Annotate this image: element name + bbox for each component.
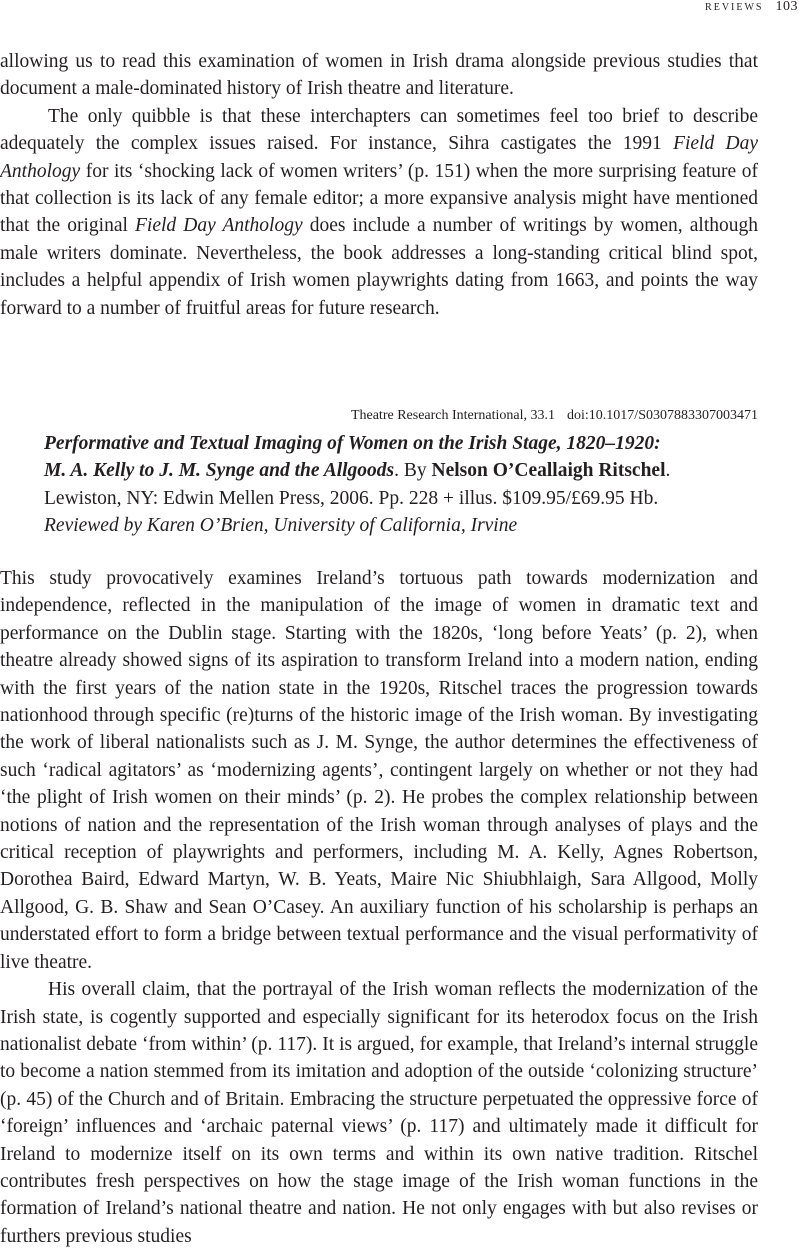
doi: doi:10.1017/S0307883307003471 [567,408,758,423]
text-run: does include a number of writings by women, although male writers dominate. Nevertheless, the book addresses a long-standing critical blind spot, includes a helpful appendix of Irish women playwrights dating from 1663, and points the way forward to a number of fruitful areas for future research. [0,215,758,319]
review-body [0,565,758,1250]
publication-details: Lewiston, NY: Edwin Mellen Press, 2006. Pp. 228 + illus. $109.95/£69.95 Hb. [44,487,659,509]
paragraph [0,103,758,322]
previous-review-continuation [0,48,758,322]
page-number: 103 [775,0,798,14]
book-title-line-2-wrapper: M. A. Kelly to J. M. Synge and the Allgoods. By Nelson O’Ceallaigh Ritschel. [44,460,671,482]
by-label: By [403,460,427,482]
paragraph [0,565,758,976]
journal-reference: Theatre Research International, 33.1 [350,408,556,423]
book-title-line-1: Performative and Textual Imaging of Women on the Irish Stage, 1820–1920: [44,433,661,454]
text-run: This study provocatively examines Ireland’s tortuous path towards modernization and independence, reflected in the manipulation of the image of women in dramatic text and performance on the Dublin stage. Starting with the 1820s, ‘long before Yeats’ (p. 2), when theatre already showed signs of its aspiration to transform Ireland into a modern nation, ending with the first years of the nation state in the 1920s, Ritschel traces the progression towards nationhood through specific (re)turns of the historic image of the Irish woman. By investigating the work of liberal nationalists such as J. M. Synge, the author determines the effectiveness of such ‘radical agitators’ as ‘modernizing agents’, contingent largely on whether or not they had ‘the plight of Irish women on their minds’ (p. 2). He probes the complex relationship between notions of nation and the representation of the Irish woman through analyses of plays and the critical reception of playwrights and performers, including M. A. Kelly, Agnes Robertson, Dorothea Baird, Edward Martyn, W. B. Yeats, Maire Nic Shiubhlaigh, Sara Allgood, Molly Allgood, G. B. Shaw and Sean O’Casey. An auxiliary function of his scholarship is perhaps an understated effort to form a bridge between textual performance and the visual performativity of live theatre. [0,568,758,973]
book-title-line-2: M. A. Kelly to J. M. Synge and the Allgoods [44,460,395,482]
reviewer-credit: Reviewed by Karen O’Brien, University of California, Irvine [44,515,518,537]
text-run: His overall claim, that the portrayal of the Irish woman reflects the modernization of the Irish state, is cogently supported and especially significant for its heterodox focus on the Irish nationalist debate ‘from within’ (p. 117). It is argued, for example, that Ireland’s internal struggle to become a nation stemmed from its imitation and adoption of the outside ‘colonizing structure’ (p. 45) of the Church and of Britain. Embracing the structure perpetuated the oppressive force of ‘foreign’ influences and ‘archaic paternal views’ (p. 117) and ultimately made it difficult for Ireland to modernize itself on its own terms and within its own native tradition. Ritschel contributes fresh perspectives on how the stage image of the Irish woman functions in the formation of Ireland’s national theatre and nation. He not only engages with but also revises or furthers previous studies [0,979,758,1247]
book-author: Nelson O’Ceallaigh Ritschel [431,460,666,482]
running-head-label: reviews [705,0,764,14]
italic-title-run: Field Day Anthology [135,215,303,237]
journal-citation-line [351,408,758,424]
text-run: allowing us to read this examination of women in Irish drama alongside previous studies that document a male-dominated history of Irish theatre and literature. [0,51,758,100]
italic-title-run: Field Day Anthology [0,133,759,182]
running-head [705,0,798,14]
paragraph [0,48,758,103]
paragraph [0,976,758,1250]
book-citation [44,430,758,540]
text-run: The only quibble is that these interchapters can sometimes feel too brief to describe adequately the complex issues raised. For instance, Sihra castigates the 1991 [0,105,758,155]
text-run: for its ‘shocking lack of women writers’ (p. 151) when the more surprising feature of that collection is its lack of any female editor; a more expansive analysis might have mentioned that the original [0,160,758,237]
